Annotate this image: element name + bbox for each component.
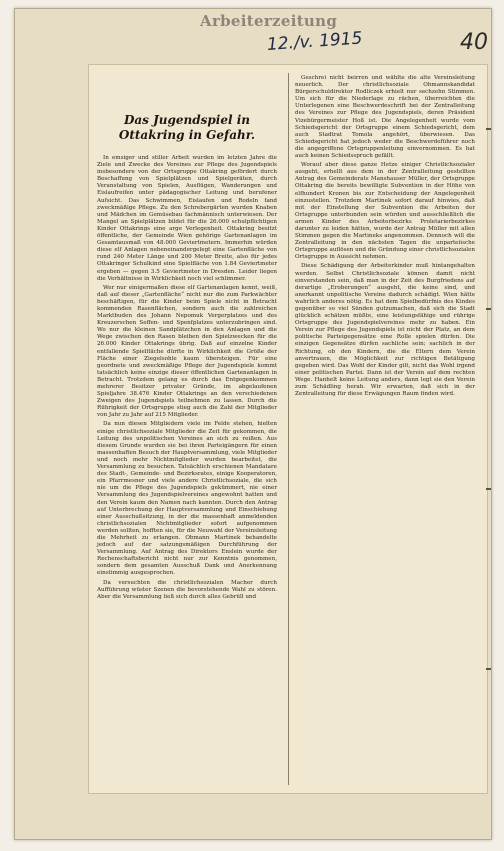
archive-sheet xyxy=(14,8,492,840)
article-paragraph: Da nun diesen Mitgliedern viele im Felde stehen, hielten einige christlichsoziale Mitglieder die Zeit für gekommen, die Leitung des unpolitischen Vereines an sich zu reißen. Aus diesem Grunde wurden sie bei ihren Parteigängern für einen massenhaften Besuch der Hauptversammlung, viele Mitglieder und noch mehr Nichtmitglieder wurden bearbeitet, die Versammlung zu besuchen. Tatsächlich erschienen Mandatare des Stadt-, Gemeinde- und Bezirksrates, einige Kooperatoren, ein Pfarrmesner und viele andere Christlichsoziale, die sich nie um die Pflege des Jugendspiels gekümmert, nie einer Versammlung des Jugendspielvereines angewohnt hatten und den Verein kaum den Namen nach kannten. Durch den Antrag auf Unterbrechung der Hauptversammlung und Einschiebung einer Ausschußsitzung, in der die massenhaft anmeldenden christlichsozialen Nichtmitglieder sofort aufgenommen werden sollten, hofften sie, für die Neuwahl der Vereinsleitung die Mehrheit zu erlangen. Obmann Martinek behandelte jedoch auf der satzungsmäßigen Durchführung der Versammlung. Auf Antrag des Direktors Enslein wurde der Rechenschaftsbericht nicht nur zur Kenntnis genommen, sondern dem gesamten Ausschuß Dank und Anerkennung einstimmig ausgesprochen. xyxy=(97,421,277,577)
article-paragraph: Da versuchten die christlichsozialen Macher durch Aufführung wüster Szenen die bevorstehende Wahl zu stören. Aber die Versammlung ließ sich durch alles Gebrüll und xyxy=(97,579,277,600)
margin-mark xyxy=(486,488,491,490)
article-paragraph: Geschrei nicht beirren und wählte die alte Vereinsleitung neuerlich. Der christlichsoziale Ohmannskandidat Bürgerschuldirektor Rodliczek erhielt nur sechzehn Stimmen. Um sich für die Niederlage zu rächen, überreichten die Unterlegenen eine Beschwerdeschrift bei der Zentralleitung des Vereines zur Pflege des Jugendspiels, deren Präsident Vizebürgermeister Hoß ist. Die Angelegenheit wurde vom Schiedsgericht der Ortsgruppe einem Schiedsgericht, dem auch Stadtrat Tomola angehört, überwiesen. Das Schiedsgericht hat jedoch weder die Beschwerdeführer noch die angegriffene Ortsgruppenleitung einvernommen. Es hat auch keinen Schiedsspruch gefällt. xyxy=(295,75,475,160)
margin-mark xyxy=(486,128,491,130)
article-paragraph: Wer nur einigermaßen diese elf Gartenanlagen kennt, weiß, daß auf dieser „Gartenfläche“ nicht nur die zum Parkwächter beschäftigen, für die Kinder beim Spiele nicht in Betracht kommenden Rasenflächen, sondern auch die zahlreichen Marktbuden des Johann Nepomuk Vergerplatzes und des Kreuzerschen Seffen- und Spenfplatzes unterzubringen sind. Wo nur die kleinen Sandplätzchen in den Anlagen und die Wege zwischen den Rasen bleiben den Spielzwecken für die 26.000 Kinder Ottakrings übrig. Daß auf einzelne Kinder entfallende Spielfläche dürfte in Wirklichkeit die Größe der Fläche einer Ziegelsohle kaum übersteigen. Für eine geordnete und zweckmäßige Pflege der Jugendspiele kommt tatsächlich keine einzige dieser öffentlichen Gartenanlagen in Betracht. Trotzdem gelang es durch das Entgegenkommen mehrerer Besitzer privater Gründe, im abgelaufenen Spieljahre 38.476 Kinder Ottakrings an den verschiedenen Zweigen des Jugendspiels teilnehmen zu lassen. Durch die Rührigkeit der Ortsgruppe stieg auch die Zahl der Mitglieder von Jahr zu Jahr auf 215 Mitglieder. xyxy=(97,284,277,419)
article-paragraph: Diese Schädigung der Arbeiterkinder muß hintangehalten werden. Selbst Christlichsoziale können damit nicht einverstanden sein, daß man in der Zeit des Burgfriedens auf derartige „Eroberungen“ ausgeht, die keine sind, und anerkannt unpolitische Vereine dadurch schädigt. Wien hätte wahrlich anderes nötig. Es hat dem Spielbedürfnis des Kindes gegenüber so viel Sünden gutzumachen, daß sich die Stadt glücklich schätzen müßte, eine leistungsfähige und rührige Ortsgruppe des Jugendspielvereines mehr zu haben. Ein Verein zur Pflege des Jugendspiels ist nicht der Platz, an dem politische Parteigegensätze eine Rolle spielen dürfen. Die einzigen Gegensätze dürfen sachliche sein; sachlich in der Richtung, ob den Kindern, die die Eltern dem Verein anvertrauen, die Möglichkeit zur richtigen Betätigung gegeben wird. Das Wohl der Kinder gilt, nicht das Wohl irgend einer politischen Partei. Dann ist der Verein auf dem rechten Wege. Hanhelt keine Leitung anders, dann legt sie den Verein zum Schädling herab. Wir erwarten, daß sich in der Zentralleitung für diese Erwägungen Raum finden wird. xyxy=(295,263,475,398)
article-headline: Das Jugendspiel in Ottakring in Gefahr. xyxy=(118,113,256,142)
right-column xyxy=(295,75,475,400)
newspaper-clipping xyxy=(88,64,488,794)
handwritten-page-number: 40 xyxy=(460,30,488,55)
handwritten-date: 12./v. 1915 xyxy=(266,28,363,55)
margin-mark xyxy=(486,668,491,670)
margin-mark xyxy=(486,308,491,310)
left-column xyxy=(97,75,277,603)
column-divider xyxy=(288,73,289,785)
newspaper-masthead: Arbeiterzeitung xyxy=(200,12,338,30)
article-paragraph: Worauf aber diese ganze Hetze einiger Christlichsozialer ausgeht, erhellt aus dem in der Zentralleitung gestellten Antrag des Gemeinderats Manshauser Müller, der Ortsgruppe Ottakring die bereits bewilligte Subvention in der Höhe von elfhundert Kronen bis zur Entscheidung der Angelegenheit einzustellen. Trotzdem Martinek sofort darauf hinwies, daß mit der Einstellung der Subvention die Arbeiten der Ortsgruppe unterbunden sein würden und ausschließlich die armen Kinder des Arbeiterbezirks Proletarierbezirkes darunter zu leiden hätten, wurde der Antrag Müller mit allen Stimmen gegen die Martineks angenommen. Dennoch will die Zentralleitung in den nächsten Tagen die unparteiische Ortsgruppe auflösen und die Gründung einer christlichsozialen Ortsgruppe in Aussicht nehmen. xyxy=(295,162,475,261)
article-paragraph: In emsiger und stiller Arbeit wurden im letzten Jahre die Ziele und Zwecke des Vereines zur Pflege des Jugendspiels insbesondere von der Ortsgruppe Ottakring gefördert durch Beschaffung von Spielplätzen und Spielgeräten, durch Veranstaltung von Spielen, Ausflügen, Wanderungen und Eislaufreifen unter pädagogischer Leitung und berufener Aufsicht. Das Schwimmen, Eislaufen und Rodeln fand zweckmäßige Pflege. Zu den Schrebergärten wurden Knaben und Mädchen im Gemüsebau fachmännisch unterwiesen. Der Mangel an Spielplätzen bildet für die 26.000 schulpflichtigen Kinder Ottakrings eine arge Verlegenheit. Ottakring besitzt öffentliche, der Gemeinde Wien gehörige Gartenanlagen im Gesamtausmaß von 48.000 Geviertmetern. Immerhin würden diese elf Anlagen nebeneinandergelegt eine Gartenfläche von rund 240 Meter Länge und 200 Meter Breite, also für jedes Ottakringer Schulkind eine Spielfläche von 1.84 Geviertmeter ergeben — gegen 3.5 Geviertmeter in Dresden. Leider liegen die Verhältnisse in Wirklichkeit noch viel schlimmer. xyxy=(97,155,277,282)
